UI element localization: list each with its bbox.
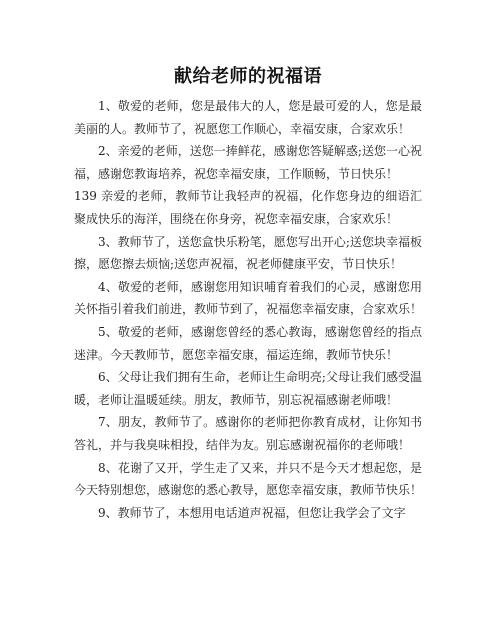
paragraph-1: 1、敬爱的老师，您是最伟大的人，您是最可爱的人，您是最美丽的人。教师节了，祝愿您工作顺心，幸福安康，合家欢乐！	[74, 99, 422, 136]
paragraph-9: 9、教师节了，本想用电话道声祝福，但您让我学会了文字	[98, 505, 406, 520]
paragraph-4: 4、敬爱的老师，感谢您用知识哺育着我们的心灵，感谢您用关怀指引着我们前进，教师节到了，祝福您幸福安康，合家欢乐！	[74, 279, 423, 317]
paragraph-2: 2、亲爱的老师，送您一捧鲜花，感谢您答疑解惑;送您一心祝福，感谢您教诲培养，祝您幸福安康，工作顺畅，节日快乐！	[74, 144, 422, 181]
paragraph-8: 8、花谢了又开，学生走了又来，并只不是今天才想起您，是今天特别想您，感谢您的悉心教导，愿您幸福安康，教师节快乐！	[74, 460, 423, 498]
document-body	[74, 95, 422, 524]
paragraph-5: 5、敬爱的老师，感谢您曾经的悉心教诲，感谢您曾经的指点迷津。今天教师节，愿您幸福安康，福运连绵，教师节快乐！	[74, 324, 422, 362]
paragraph-6: 6、父母让我们拥有生命，老师让生命明亮;父母让我们感受温暖，老师让温暖延续。朋友，教师节，别忘祝福感谢老师哦！	[74, 370, 422, 407]
paragraph-7: 7、朋友，教师节了。感谢你的老师把你教育成材，让你知书答礼，并与我臭味相投，结伴为友。别忘感谢祝福你的老师哦！	[74, 415, 422, 452]
document-title: 献给老师的祝福语	[174, 66, 322, 87]
paragraph-139: 139 亲爱的老师，教师节让我轻声的祝福，化作您身边的细语汇聚成快乐的海洋，围绕在你身旁，祝您幸福安康，合家欢乐！	[74, 189, 422, 226]
paragraph-3: 3、教师节了，送您盒快乐粉笔，愿您写出开心;送您块幸福板擦，愿您擦去烦恼;送您声祝福，祝老师健康平安，节日快乐！	[74, 234, 422, 272]
